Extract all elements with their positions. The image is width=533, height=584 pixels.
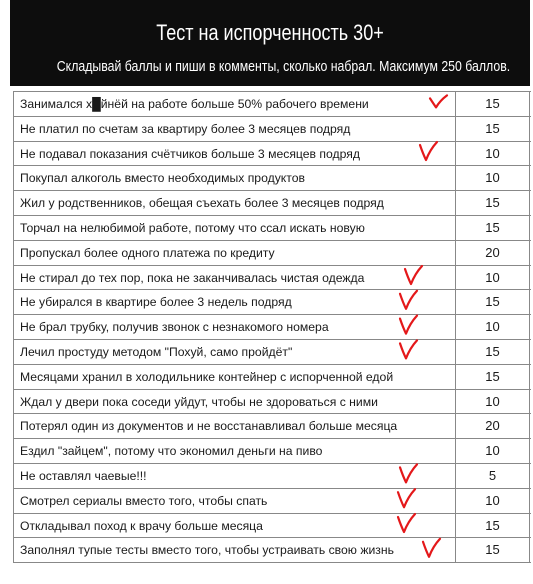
item-text: Не брал трубку, получив звонок с незнакомого номера [14,315,456,339]
item-score: 15 [456,514,530,538]
table-row [14,166,531,191]
item-score: 20 [456,241,530,265]
table-row [14,538,531,563]
table-row [14,390,531,415]
item-score: 15 [456,365,530,389]
item-text: Не убирался в квартире более 3 недель подряд [14,290,456,314]
item-score: 10 [456,315,530,339]
table-row [14,414,531,439]
item-score: 10 [456,142,530,166]
item-score: 10 [456,489,530,513]
item-text: Пропускал более одного платежа по кредиту [14,241,456,265]
item-text: Жил у родственников, обещая съехать более 3 месяцев подряд [14,191,456,215]
item-text: Потерял один из документов и не восстанавливал больше месяца [14,414,456,438]
item-score: 15 [456,340,530,364]
item-text: Занимался х█йнёй на работе больше 50% рабочего времени [14,92,456,116]
item-text: Не оставлял чаевые!!! [14,464,456,488]
item-score: 10 [456,439,530,463]
item-text: Не платил по счетам за квартиру более 3 месяцев подряд [14,117,456,141]
table-row [14,117,531,142]
item-score: 15 [456,117,530,141]
table-row [14,216,531,241]
table-row [14,464,531,489]
item-text: Торчал на нелюбимой работе, потому что ссал искать новую [14,216,456,240]
table-row [14,514,531,539]
item-text: Не стирал до тех пор, пока не заканчивалась чистая одежда [14,266,456,290]
item-text: Ездил "зайцем", потому что экономил деньги на пиво [14,439,456,463]
table-row [14,365,531,390]
test-table [13,91,531,563]
item-score: 15 [456,290,530,314]
table-row [14,142,531,167]
item-text: Откладывал поход к врачу больше месяца [14,514,456,538]
item-score: 5 [456,464,530,488]
item-score: 15 [456,191,530,215]
item-score: 10 [456,390,530,414]
table-row [14,340,531,365]
table-row [14,290,531,315]
item-score: 15 [456,538,530,562]
item-text: Смотрел сериалы вместо того, чтобы спать [14,489,456,513]
item-text: Лечил простуду методом "Похуй, само пройдёт" [14,340,456,364]
item-text: Заполнял тупые тесты вместо того, чтобы устраивать свою жизнь [14,538,456,562]
item-text: Покупал алкоголь вместо необходимых продуктов [14,166,456,190]
item-score: 20 [456,414,530,438]
item-text: Ждал у двери пока соседи уйдут, чтобы не здороваться с ними [14,390,456,414]
table-row [14,315,531,340]
page-subtitle: Складывай баллы и пиши в комменты, сколько набрал. Максимум 250 баллов. [56,58,511,75]
item-score: 15 [456,216,530,240]
page-title: Тест на испорченность 30+ [156,20,384,45]
table-row [14,266,531,291]
item-score: 15 [456,92,530,116]
table-row [14,241,531,266]
item-text: Не подавал показания счётчиков больше 3 месяцев подряд [14,142,456,166]
table-row [14,191,531,216]
item-score: 10 [456,166,530,190]
header-banner [10,0,530,86]
item-score: 10 [456,266,530,290]
table-row [14,439,531,464]
table-row [14,92,531,117]
table-row [14,489,531,514]
item-text: Месяцами хранил в холодильнике контейнер с испорченной едой [14,365,456,389]
